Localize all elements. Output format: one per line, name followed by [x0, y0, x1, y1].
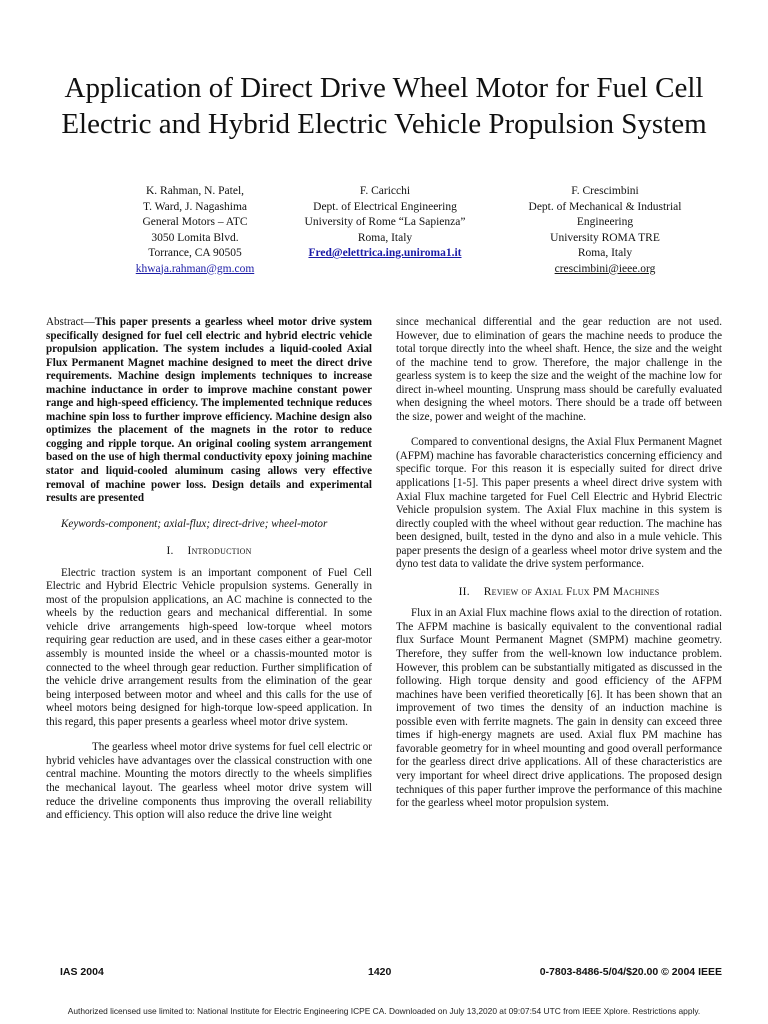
- author-email-link[interactable]: Fred@elettrica.ing.uniroma1.it: [308, 247, 462, 259]
- paragraph: since mechanical differential and the gear reduction are not used. However, due to elimination of gears the machine needs to produce the total torque directly into the wheel shaft. Hence, the size and the weight of the machine tend to grow. Therefore, the major challenge in the gearless system is to keep the size and the weight of the machine low for direct in-wheel mounting. Unsprung mass should be carefully evaluated when designing the wheel motors. There should be a trade off between the size, power and weight of the machine.: [396, 316, 722, 423]
- footer-copyright: 0-7803-8486-5/04/$20.00 © 2004 IEEE: [539, 966, 722, 978]
- author-email-link[interactable]: khwaja.rahman@gm.com: [135, 262, 255, 275]
- section-title: Review of Axial Flux PM Machines: [483, 585, 660, 598]
- section-title: Introduction: [187, 545, 252, 558]
- author-email-link[interactable]: crescimbini@ieee.org: [554, 262, 656, 275]
- right-column: [396, 316, 722, 811]
- abstract-label: Abstract—: [46, 316, 95, 328]
- paragraph: Compared to conventional designs, the Axial Flux Permanent Magnet (AFPM) machine has favorable characteristics concerning efficiency and specific torque. For this reason it is especially suited for direct drive applications [1-5]. This paper presents a wheel direct drive system with Axial Flux machine targeted for Fuel Cell Electric and Hybrid Electric Vehicle propulsion system. The Axial Flux machine in this system is directly coupled with the wheel without gear reduction. The machine has been designed, built, tested in the dyno and also in a mule vehicle. This paper presents the design of a gearless wheel motor drive system and the dyno test data to validate the drive system performance.: [396, 436, 722, 571]
- paper-title: Application of Direct Drive Wheel Motor for Fuel Cell Electric and Hybrid Electric Vehicle Propulsion System: [61, 72, 707, 140]
- keywords: Keywords-component; axial-flux; direct-drive; wheel-motor: [61, 517, 328, 530]
- section-number: I.: [166, 545, 174, 558]
- section-heading-review: [396, 586, 722, 600]
- author-line: 3050 Lomita Blvd.: [151, 231, 239, 244]
- left-column: [46, 316, 372, 823]
- author-line: Dept. of Mechanical & Industrial: [528, 200, 682, 213]
- paragraph: Electric traction system is an important component of Fuel Cell Electric and Hybrid Electric Vehicle propulsion systems. Generally in most of the propulsion applications, an AC machine is connected to the wheels by the reduction gears and mechanical differential. In some vehicle drive arrangements high-speed low-torque wheel motors requiring gear reduction are used, and in these cases either a gear-motor assembly is mounted inside the wheel or a chassis-mounted motor is connected to the wheel through gear reduction. Further simplification of the vehicle drive arrangement results from the elimination of the gear being interposed between motor and wheel and this calls for the use of wheel motors being designed for high-torque low-speed application. In this regard, this paper presents a gearless wheel motor drive system.: [46, 566, 372, 728]
- author-line: Torrance, CA 90505: [148, 247, 242, 259]
- author-line: University ROMA TRE: [550, 231, 660, 244]
- page-number: 1420: [368, 966, 392, 978]
- author-line: Engineering: [576, 216, 634, 228]
- page-footer: [46, 966, 722, 980]
- author-line: F. Caricchi: [359, 185, 411, 197]
- license-notice: Authorized licensed use limited to: National Institute for Electric Engineering ICPE CA. Downloaded on July 13,2020 at 09:07:54 UTC from IEEE Xplore. Restrictions apply.: [67, 1006, 701, 1016]
- author-rome-sapienza: [260, 184, 510, 262]
- section-heading-introduction: [46, 545, 372, 559]
- author-line: T. Ward, J. Nagashima: [142, 200, 248, 213]
- section-number: II.: [458, 585, 470, 598]
- author-line: Roma, Italy: [577, 247, 633, 259]
- abstract: [46, 316, 372, 506]
- author-roma-tre: [480, 184, 730, 277]
- paragraph: Flux in an Axial Flux machine flows axial to the direction of rotation. The AFPM machine is basically equivalent to the conventional radial flux Surface Mount Permanent Magnet (SMPM) machine geometry. Therefore, they suffer from the well-known low inductance problem. However, this problem can be substantially mitigated as discussed in the following. High torque density and good efficiency of the AFPM machines have been verified theoretically [6]. It has been shown that an improvement of two times the density of an induction machine is possible even with ferrite magnets. The gain in density can exceed three times if high-energy magnets are used. Axial flux PM machine has favorable geometry for in wheel mounting and good overall performance for the gearless direct drive applications. All of these characteristics are very important for wheel direct drive applications. The proposed design techniques of this paper further improve the performance of this machine for the gearless wheel motor propulsion system.: [396, 607, 722, 810]
- author-line: K. Rahman, N. Patel,: [145, 185, 245, 197]
- author-line: University of Rome “La Sapienza”: [304, 216, 466, 228]
- author-line: General Motors – ATC: [142, 216, 248, 228]
- paragraph: The gearless wheel motor drive systems for fuel cell electric or hybrid vehicles have advantages over the classical construction with one central machine. Mounting the motors directly to the wheels simplifies the mechanical layout. The gearless wheel motor drive system will reduce the driveline components thus improving the overall reliability and efficiency. This option will also reduce the drive line weight: [46, 741, 372, 822]
- footer-conference: IAS 2004: [60, 966, 104, 978]
- author-line: F. Crescimbini: [571, 185, 639, 197]
- author-line: Dept. of Electrical Engineering: [313, 200, 457, 213]
- abstract-text: This paper presents a gearless wheel motor drive system specifically designed for fuel cell electric and hybrid electric vehicle propulsion application. The system includes a liquid-cooled Axial Flux Permanent Magnet machine designed to meet the direct drive requirements. Machine design implements techniques to increase machine inductance in order to improve machine constant power range and high-speed efficiency. The implemented technique reduces machine spin loss to further improve efficiency. Machine design also optimizes the placement of the magnets in the rotor to reduce cogging and ripple torque. An original cooling system arrangement based on the use of high thermal conductivity epoxy joining machine stator and liquid-cooled aluminum casing allows very effective removal of machine power loss. Design details and experimental results are presented: [46, 316, 372, 505]
- author-line: Roma, Italy: [357, 231, 413, 244]
